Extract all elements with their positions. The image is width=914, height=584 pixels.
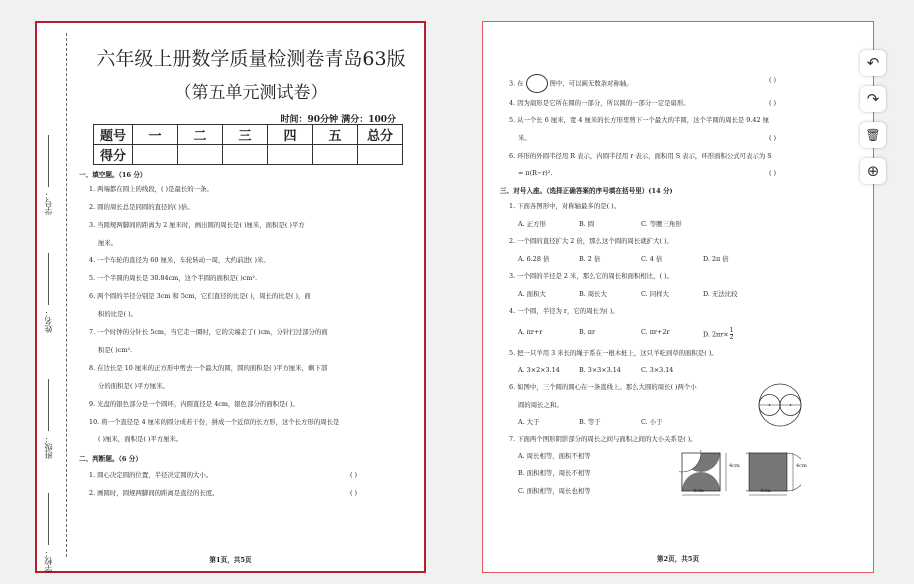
score-row-label: 得分: [94, 145, 133, 165]
score-header-cell: 五: [313, 125, 358, 145]
score-header-cell: 四: [268, 125, 313, 145]
question-item: 4. 一个车轮的直径为 60 厘米，车轮转动一周，大约前进( )米。: [89, 256, 270, 264]
score-header-cell: 一: [133, 125, 178, 145]
question-item: 8. 在边长是 10 厘米的正方形中剪去一个最大的圆，圆的面积是( )平方厘米，剩下部: [89, 364, 328, 372]
answer-blank[interactable]: ( ): [350, 471, 358, 479]
question-item: 2. 画圆时，圆规两脚间的距离是直径的长度。: [89, 489, 219, 497]
question-item: 6. 环形的外圆半径用 R 表示，内圆半径用 r 表示，面积用 S 表示，环形面积公式可表示为 S: [509, 152, 772, 160]
score-cell[interactable]: [268, 145, 313, 165]
circle-figure: [526, 74, 548, 93]
option[interactable]: A. 大于: [518, 418, 540, 426]
option[interactable]: C. 面积相等，周长也相等: [518, 487, 591, 495]
score-cell[interactable]: [223, 145, 268, 165]
question-item: 2. 圆的周长总是同圆的直径的( )倍。: [89, 203, 194, 211]
answer-blank[interactable]: ( ): [350, 489, 358, 497]
answer-blank[interactable]: ( ): [769, 99, 777, 107]
question-item: 3. 一个圆的半径是 2 米，那么它的周长和面积相比，( )。: [509, 272, 673, 280]
option[interactable]: C. 3×3.14: [641, 366, 674, 374]
question-item: 5. 从一个长 6 厘米，宽 4 厘米的长方形里剪下一个最大的半圆，这个半圆的周长是 9.42 厘: [509, 116, 769, 124]
question-item: 米。: [518, 134, 531, 142]
question-item: 6. 两个圆的半径分别是 3cm 和 5cm，它们直径的比是( )，周长的比是( )，面: [89, 292, 311, 300]
dimension-label: 4cm: [796, 463, 807, 469]
question-item: 4. 一个圆，半径为 r，它的周长为( )。: [509, 307, 619, 315]
zoom-in-icon: ⊕: [866, 162, 880, 180]
option[interactable]: C. πr+2r: [641, 328, 670, 336]
option[interactable]: A. 面积大: [518, 290, 546, 298]
exam-meta: 时间：90分钟 满分：100分: [280, 115, 396, 125]
score-header-cell: 总分: [358, 125, 403, 145]
option[interactable]: B. 圆: [579, 220, 595, 228]
option[interactable]: D. 无法比较: [703, 290, 738, 298]
question-item: 5. 把一只羊用 3 米长的绳子系在一根木桩上，这只羊吃到草的面积是( )。: [509, 349, 718, 357]
answer-blank[interactable]: ( ): [769, 134, 777, 142]
rotate-left-icon: ↶: [866, 54, 880, 72]
page-footer: 第2页，共5页: [656, 555, 700, 563]
question-item: 7. 一个时钟的分针长 5cm，当它走一圈时，它的尖端走了( )cm，分针扫过部分的面: [89, 328, 328, 336]
option[interactable]: A. 正方形: [518, 220, 546, 228]
question-item: 1. 下面各图形中，对称轴最多的是( )。: [509, 202, 621, 210]
question-item: = π(R−r)².: [518, 169, 553, 177]
section-heading: 二、判断题。（6 分）: [79, 455, 142, 463]
class-label: 班级：: [43, 379, 54, 459]
question-item: 厘米。: [98, 239, 118, 247]
option[interactable]: C. 小于: [641, 418, 663, 426]
dimension-label: 4cm: [760, 488, 771, 494]
option[interactable]: D. 2π 倍: [703, 255, 729, 263]
trash-icon: 🗑: [865, 128, 881, 142]
option[interactable]: B. 等于: [579, 418, 601, 426]
fraction-numerator: 1: [729, 327, 734, 334]
option[interactable]: A. 周长相等，面积不相等: [518, 452, 591, 460]
page-footer: 第1页，共5页: [209, 556, 252, 564]
option[interactable]: A. 3×2×3.14: [518, 366, 560, 374]
question-item: 3. 在 图中，可以画无数条对称轴。: [509, 74, 633, 93]
answer-blank[interactable]: ( ): [769, 76, 777, 84]
question-item: 1. 圆心决定圆的位置，半径决定圆的大小。: [89, 471, 213, 479]
question-item: 1. 两端都在圆上的线段，( )是最长的一条。: [89, 185, 213, 193]
question-item: ( )厘米，面积是( )平方厘米。: [98, 435, 183, 443]
score-header-cell: 二: [178, 125, 223, 145]
score-cell[interactable]: [133, 145, 178, 165]
question-item: 5. 一个半圆的周长是 30.84cm，这个半圆的面积是( )cm².: [89, 274, 257, 282]
dimension-label: 4cm: [693, 488, 704, 494]
fraction-denominator: 2: [729, 334, 734, 341]
exam-subtitle: （第五单元测试卷）: [174, 83, 328, 103]
shaded-square-figure-2: [746, 450, 801, 497]
rotate-left-button[interactable]: [860, 50, 886, 76]
question-item: 7. 下面两个图形阴影部分的周长之间与面积之间的大小关系是( )。: [509, 435, 697, 443]
question-item: 3. 当圆规两脚间的距离为 2 厘米时，画出圆的周长是( )厘米，面积是( )平方: [89, 221, 305, 229]
rotate-right-button[interactable]: [860, 86, 886, 112]
binding-line: [66, 33, 67, 557]
section-heading: 三、对号入座。（选择正确答案的序号填在括号里）(14 分): [500, 187, 673, 195]
rotate-right-icon: ↷: [866, 90, 880, 108]
option[interactable]: B. 面积相等，周长不相等: [518, 469, 591, 477]
school-label: 学校：: [43, 493, 54, 573]
question-item: 2. 一个圆的直径扩大 2 倍，那么这个圆的周长就扩大( )。: [509, 237, 673, 245]
question-item: 积是( )cm².: [98, 346, 133, 354]
option[interactable]: A. 6.28 倍: [518, 255, 550, 263]
name-label: 姓名：: [43, 253, 54, 333]
question-item: 10. 将一个直径是 4 厘米的圆分成若干份，拼成一个近似的长方形，这个长方形的周长是: [89, 418, 340, 426]
score-header-cell: 三: [223, 125, 268, 145]
score-cell[interactable]: [313, 145, 358, 165]
zoom-in-button[interactable]: [860, 158, 886, 184]
section-heading: 一、填空题。（16 分）: [79, 171, 147, 179]
three-circles-figure: [756, 382, 804, 428]
option[interactable]: B. πr: [579, 328, 596, 336]
delete-button[interactable]: [860, 122, 886, 148]
question-item: 分的面积是( )平方厘米。: [98, 382, 169, 390]
option[interactable]: B. 周长大: [579, 290, 607, 298]
question-item: 积的比是( )。: [98, 310, 137, 318]
score-header-cell: 题号: [94, 125, 133, 145]
student-number-label: 学号：: [43, 135, 54, 215]
dimension-label: 4cm: [729, 463, 740, 469]
answer-blank[interactable]: ( ): [769, 169, 777, 177]
question-item: 4. 因为扇形是它所在圆的一部分，所以圆的一部分一定是扇形。: [509, 99, 690, 107]
option[interactable]: C. 4 倍: [641, 255, 663, 263]
option[interactable]: C. 同样大: [641, 290, 669, 298]
score-cell[interactable]: [178, 145, 223, 165]
score-header-row: [94, 125, 403, 145]
question-item: 圆的周长之和。: [518, 401, 563, 409]
option[interactable]: B. 3×3×3.14: [579, 366, 621, 374]
exam-page-1[interactable]: [35, 21, 426, 573]
exam-page-2[interactable]: [482, 21, 874, 573]
question-item: 6. 如图中，三个圆的圆心在一条直线上。那么大圆的周长( )两个小: [509, 383, 697, 391]
question-item: 9. 光盘的银色部分是一个圆环，内圆直径是 4cm，银色部分的面积是( )。: [89, 400, 299, 408]
score-cell[interactable]: [358, 145, 403, 165]
shaded-square-figure-1: [679, 450, 734, 497]
score-table: [93, 124, 403, 165]
option[interactable]: D. 2πr× $\frac{1}{2}$: [703, 327, 734, 341]
option[interactable]: C. 等腰三角形: [641, 220, 682, 228]
score-row: [94, 145, 403, 165]
exam-title: 六年级上册数学质量检测卷青岛63版: [96, 48, 406, 70]
option[interactable]: A. πr+r: [518, 328, 543, 336]
option[interactable]: B. 2 倍: [579, 255, 601, 263]
